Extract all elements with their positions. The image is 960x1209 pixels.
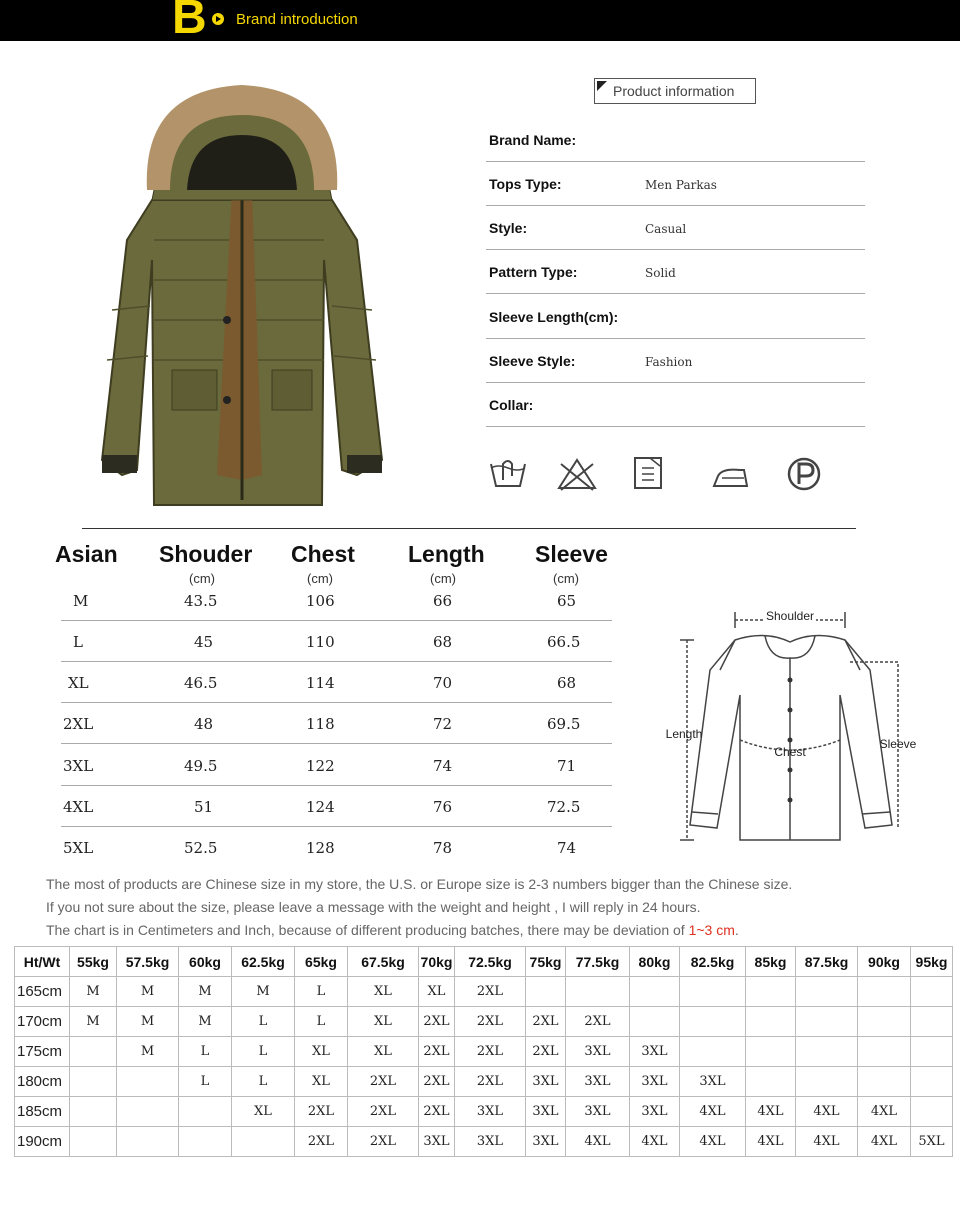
table-cell: 3XL bbox=[566, 1097, 630, 1127]
size-cell: 124 bbox=[306, 798, 335, 816]
spec-row-style bbox=[486, 206, 865, 250]
size-cell: 122 bbox=[306, 757, 335, 775]
table-cell: M bbox=[232, 977, 295, 1007]
table-cell bbox=[858, 1007, 911, 1037]
spec-label: Collar: bbox=[489, 397, 534, 413]
spec-label: Sleeve Style: bbox=[489, 353, 576, 369]
table-header: 95kg bbox=[911, 947, 953, 977]
table-cell bbox=[70, 1097, 117, 1127]
size-note-3-text: The chart is in Centimeters and Inch, because of different producing batches, there may be deviation of bbox=[46, 922, 689, 938]
table-cell: 2XL bbox=[526, 1037, 566, 1067]
table-header: Ht/Wt bbox=[15, 947, 70, 977]
spec-label: Sleeve Length(cm): bbox=[489, 309, 619, 325]
table-cell bbox=[746, 1037, 796, 1067]
table-cell bbox=[858, 977, 911, 1007]
size-cell: 69.5 bbox=[547, 715, 581, 733]
table-row-header: 170cm bbox=[15, 1007, 70, 1037]
table-cell bbox=[70, 1067, 117, 1097]
table-row bbox=[15, 1067, 953, 1097]
size-unit: (cm) bbox=[553, 571, 579, 586]
table-cell: M bbox=[70, 977, 117, 1007]
size-cell: 65 bbox=[557, 592, 577, 610]
table-cell: L bbox=[179, 1037, 232, 1067]
table-cell: 3XL bbox=[630, 1067, 680, 1097]
corner-marker-icon bbox=[597, 81, 607, 91]
size-header-length: Length bbox=[408, 541, 485, 567]
table-cell: M bbox=[70, 1007, 117, 1037]
table-cell: L bbox=[179, 1067, 232, 1097]
table-cell bbox=[680, 977, 746, 1007]
size-cell: 52.5 bbox=[184, 839, 218, 857]
table-header: 82.5kg bbox=[680, 947, 746, 977]
table-row bbox=[15, 1037, 953, 1067]
size-row bbox=[61, 703, 612, 744]
size-cell: 68 bbox=[433, 633, 453, 651]
table-cell: 4XL bbox=[796, 1127, 858, 1157]
size-note-2: If you not sure about the size, please leave a message with the weight and height , I will reply in 24 hours. bbox=[46, 899, 701, 915]
table-cell bbox=[232, 1127, 295, 1157]
size-header-asian: Asian bbox=[55, 541, 118, 567]
size-row bbox=[61, 745, 612, 786]
play-icon bbox=[212, 13, 224, 25]
table-cell: 4XL bbox=[796, 1097, 858, 1127]
size-cell: 48 bbox=[194, 715, 214, 733]
spec-value: Casual bbox=[645, 222, 687, 236]
table-cell: 2XL bbox=[566, 1007, 630, 1037]
table-cell bbox=[796, 1067, 858, 1097]
table-cell: 2XL bbox=[419, 1097, 455, 1127]
size-header-sleeve: Sleeve bbox=[535, 541, 608, 567]
table-header: 80kg bbox=[630, 947, 680, 977]
size-cell: XL bbox=[68, 674, 89, 692]
size-cell: 43.5 bbox=[184, 592, 218, 610]
table-cell: 4XL bbox=[858, 1097, 911, 1127]
table-row bbox=[15, 1127, 953, 1157]
table-cell bbox=[117, 1097, 179, 1127]
size-cell: 72 bbox=[433, 715, 453, 733]
size-cell: 106 bbox=[306, 592, 335, 610]
size-row bbox=[61, 580, 612, 621]
size-cell: 2XL bbox=[63, 715, 94, 733]
table-cell: 3XL bbox=[526, 1067, 566, 1097]
size-cell: 114 bbox=[306, 674, 335, 692]
spec-row-pattern-type bbox=[486, 250, 865, 294]
size-cell: 71 bbox=[557, 757, 577, 775]
table-cell bbox=[858, 1067, 911, 1097]
table-cell: M bbox=[179, 1007, 232, 1037]
table-cell bbox=[179, 1127, 232, 1157]
size-cell: 110 bbox=[306, 633, 335, 651]
iron-icon bbox=[710, 454, 752, 494]
size-cell: 66 bbox=[433, 592, 453, 610]
table-row bbox=[15, 977, 953, 1007]
table-cell: 3XL bbox=[455, 1097, 526, 1127]
size-unit: (cm) bbox=[307, 571, 333, 586]
table-header: 65kg bbox=[295, 947, 348, 977]
table-header: 57.5kg bbox=[117, 947, 179, 977]
table-cell: 4XL bbox=[680, 1097, 746, 1127]
table-cell: 2XL bbox=[295, 1097, 348, 1127]
size-cell: 118 bbox=[306, 715, 335, 733]
table-cell: 2XL bbox=[419, 1007, 455, 1037]
table-cell: 2XL bbox=[455, 1037, 526, 1067]
spec-value: Fashion bbox=[645, 355, 693, 369]
table-cell bbox=[680, 1007, 746, 1037]
table-header: 75kg bbox=[526, 947, 566, 977]
size-cell: 128 bbox=[306, 839, 335, 857]
size-note-3-end: . bbox=[734, 922, 739, 938]
size-cell: 74 bbox=[557, 839, 577, 857]
spec-label: Brand Name: bbox=[489, 132, 577, 148]
measurement-diagram bbox=[660, 600, 940, 850]
diagram-label-sleeve: Sleeve bbox=[879, 737, 917, 751]
dry-clean-p-icon bbox=[786, 454, 822, 494]
table-cell: XL bbox=[348, 1007, 419, 1037]
size-header-chest: Chest bbox=[291, 541, 355, 567]
table-cell: 2XL bbox=[348, 1127, 419, 1157]
size-cell: 68 bbox=[557, 674, 577, 692]
table-cell: 3XL bbox=[680, 1067, 746, 1097]
table-cell bbox=[746, 1067, 796, 1097]
table-header: 85kg bbox=[746, 947, 796, 977]
table-cell bbox=[70, 1037, 117, 1067]
size-note-3 bbox=[46, 922, 739, 938]
spec-row-sleeve-style bbox=[486, 339, 865, 383]
table-cell: 5XL bbox=[911, 1127, 953, 1157]
table-header: 72.5kg bbox=[455, 947, 526, 977]
table-cell: 3XL bbox=[630, 1097, 680, 1127]
table-cell bbox=[630, 977, 680, 1007]
table-cell: XL bbox=[295, 1067, 348, 1097]
brand-letter: B bbox=[172, 0, 207, 44]
table-cell: 4XL bbox=[858, 1127, 911, 1157]
size-cell: 76 bbox=[433, 798, 453, 816]
table-cell bbox=[796, 1037, 858, 1067]
spec-row-sleeve-length bbox=[486, 295, 865, 339]
table-cell bbox=[117, 1067, 179, 1097]
table-row-header: 190cm bbox=[15, 1127, 70, 1157]
size-header-shoulder: Shouder bbox=[159, 541, 253, 567]
brand-introduction-title: Brand introduction bbox=[236, 11, 358, 28]
size-cell: 66.5 bbox=[547, 633, 581, 651]
table-row bbox=[15, 1007, 953, 1037]
table-cell: M bbox=[179, 977, 232, 1007]
table-cell: 2XL bbox=[455, 1007, 526, 1037]
table-cell: L bbox=[232, 1037, 295, 1067]
table-header: 62.5kg bbox=[232, 947, 295, 977]
spec-label: Tops Type: bbox=[489, 176, 562, 192]
product-information-box bbox=[594, 78, 756, 104]
table-cell: 3XL bbox=[526, 1097, 566, 1127]
table-cell: 4XL bbox=[630, 1127, 680, 1157]
header-bar bbox=[0, 0, 960, 44]
table-cell: 2XL bbox=[419, 1037, 455, 1067]
table-header: 67.5kg bbox=[348, 947, 419, 977]
table-header: 90kg bbox=[858, 947, 911, 977]
table-row bbox=[15, 1097, 953, 1127]
table-cell: 3XL bbox=[419, 1127, 455, 1157]
spec-value: Solid bbox=[645, 266, 676, 280]
table-cell: 4XL bbox=[746, 1127, 796, 1157]
size-cell: M bbox=[73, 592, 89, 610]
size-row bbox=[61, 786, 612, 827]
size-row bbox=[61, 621, 612, 662]
table-cell bbox=[796, 1007, 858, 1037]
size-cell: 4XL bbox=[63, 798, 94, 816]
table-cell: 2XL bbox=[295, 1127, 348, 1157]
table-cell bbox=[117, 1127, 179, 1157]
table-cell: 3XL bbox=[630, 1037, 680, 1067]
table-cell bbox=[911, 1007, 953, 1037]
table-cell: M bbox=[117, 1007, 179, 1037]
size-row bbox=[61, 662, 612, 703]
spec-row-collar bbox=[486, 383, 865, 427]
table-cell bbox=[858, 1037, 911, 1067]
spec-label: Style: bbox=[489, 220, 528, 236]
spec-row-tops-type bbox=[486, 162, 865, 206]
section-divider bbox=[82, 528, 856, 529]
table-cell: 2XL bbox=[455, 977, 526, 1007]
table-row-header: 165cm bbox=[15, 977, 70, 1007]
table-cell: L bbox=[232, 1067, 295, 1097]
table-cell: XL bbox=[232, 1097, 295, 1127]
table-header: 60kg bbox=[179, 947, 232, 977]
table-cell: XL bbox=[419, 977, 455, 1007]
product-information-title: Product information bbox=[613, 83, 735, 99]
size-cell: 5XL bbox=[63, 839, 94, 857]
hand-wash-icon bbox=[488, 454, 528, 494]
table-header: 70kg bbox=[419, 947, 455, 977]
table-cell: 3XL bbox=[566, 1067, 630, 1097]
table-cell bbox=[911, 977, 953, 1007]
table-cell: 2XL bbox=[348, 1097, 419, 1127]
table-cell bbox=[911, 1067, 953, 1097]
size-cell: 78 bbox=[433, 839, 453, 857]
table-header: 55kg bbox=[70, 947, 117, 977]
size-cell: L bbox=[73, 633, 83, 651]
size-cell: 45 bbox=[194, 633, 214, 651]
tumble-dry-icon bbox=[632, 454, 666, 494]
size-cell: 70 bbox=[433, 674, 453, 692]
deviation-highlight: 1~3 cm bbox=[688, 922, 735, 938]
table-cell bbox=[746, 1007, 796, 1037]
table-cell bbox=[179, 1097, 232, 1127]
table-cell bbox=[746, 977, 796, 1007]
table-cell bbox=[566, 977, 630, 1007]
spec-row-brand-name bbox=[486, 118, 865, 162]
no-bleach-icon bbox=[555, 454, 599, 494]
table-cell: 2XL bbox=[526, 1007, 566, 1037]
table-cell bbox=[911, 1037, 953, 1067]
spec-value: Men Parkas bbox=[645, 178, 717, 192]
table-cell: 3XL bbox=[526, 1127, 566, 1157]
size-note-1: The most of products are Chinese size in my store, the U.S. or Europe size is 2-3 numbers bigger than the Chinese size. bbox=[46, 876, 793, 892]
size-unit: (cm) bbox=[189, 571, 215, 586]
table-cell bbox=[911, 1097, 953, 1127]
size-cell: 3XL bbox=[63, 757, 94, 775]
table-cell: 4XL bbox=[746, 1097, 796, 1127]
table-cell: L bbox=[295, 1007, 348, 1037]
table-row-header: 180cm bbox=[15, 1067, 70, 1097]
table-cell: L bbox=[232, 1007, 295, 1037]
table-cell: 3XL bbox=[566, 1037, 630, 1067]
table-row-header: 175cm bbox=[15, 1037, 70, 1067]
table-header: 87.5kg bbox=[796, 947, 858, 977]
table-cell: 4XL bbox=[566, 1127, 630, 1157]
table-cell bbox=[796, 977, 858, 1007]
table-cell: XL bbox=[348, 1037, 419, 1067]
diagram-label-length: Length bbox=[665, 727, 703, 741]
table-cell: L bbox=[295, 977, 348, 1007]
spec-label: Pattern Type: bbox=[489, 264, 578, 280]
table-header: 77.5kg bbox=[566, 947, 630, 977]
table-cell: 4XL bbox=[680, 1127, 746, 1157]
table-cell bbox=[680, 1037, 746, 1067]
table-cell bbox=[630, 1007, 680, 1037]
table-row-header: 185cm bbox=[15, 1097, 70, 1127]
height-weight-table bbox=[14, 946, 953, 1157]
size-cell: 72.5 bbox=[547, 798, 581, 816]
diagram-label-shoulder: Shoulder bbox=[765, 609, 815, 623]
table-cell: M bbox=[117, 977, 179, 1007]
size-cell: 49.5 bbox=[184, 757, 218, 775]
table-cell bbox=[70, 1127, 117, 1157]
size-cell: 74 bbox=[433, 757, 453, 775]
table-cell: 2XL bbox=[348, 1067, 419, 1097]
size-cell: 51 bbox=[194, 798, 214, 816]
table-cell: 2XL bbox=[419, 1067, 455, 1097]
jacket-product-image bbox=[92, 80, 392, 510]
table-cell: 2XL bbox=[455, 1067, 526, 1097]
table-cell: M bbox=[117, 1037, 179, 1067]
table-header-row bbox=[15, 947, 953, 977]
size-row bbox=[61, 827, 612, 868]
diagram-label-chest: Chest bbox=[774, 745, 806, 759]
table-cell bbox=[526, 977, 566, 1007]
size-cell: 46.5 bbox=[184, 674, 218, 692]
size-unit: (cm) bbox=[430, 571, 456, 586]
table-cell: 3XL bbox=[455, 1127, 526, 1157]
table-cell: XL bbox=[295, 1037, 348, 1067]
table-cell: XL bbox=[348, 977, 419, 1007]
